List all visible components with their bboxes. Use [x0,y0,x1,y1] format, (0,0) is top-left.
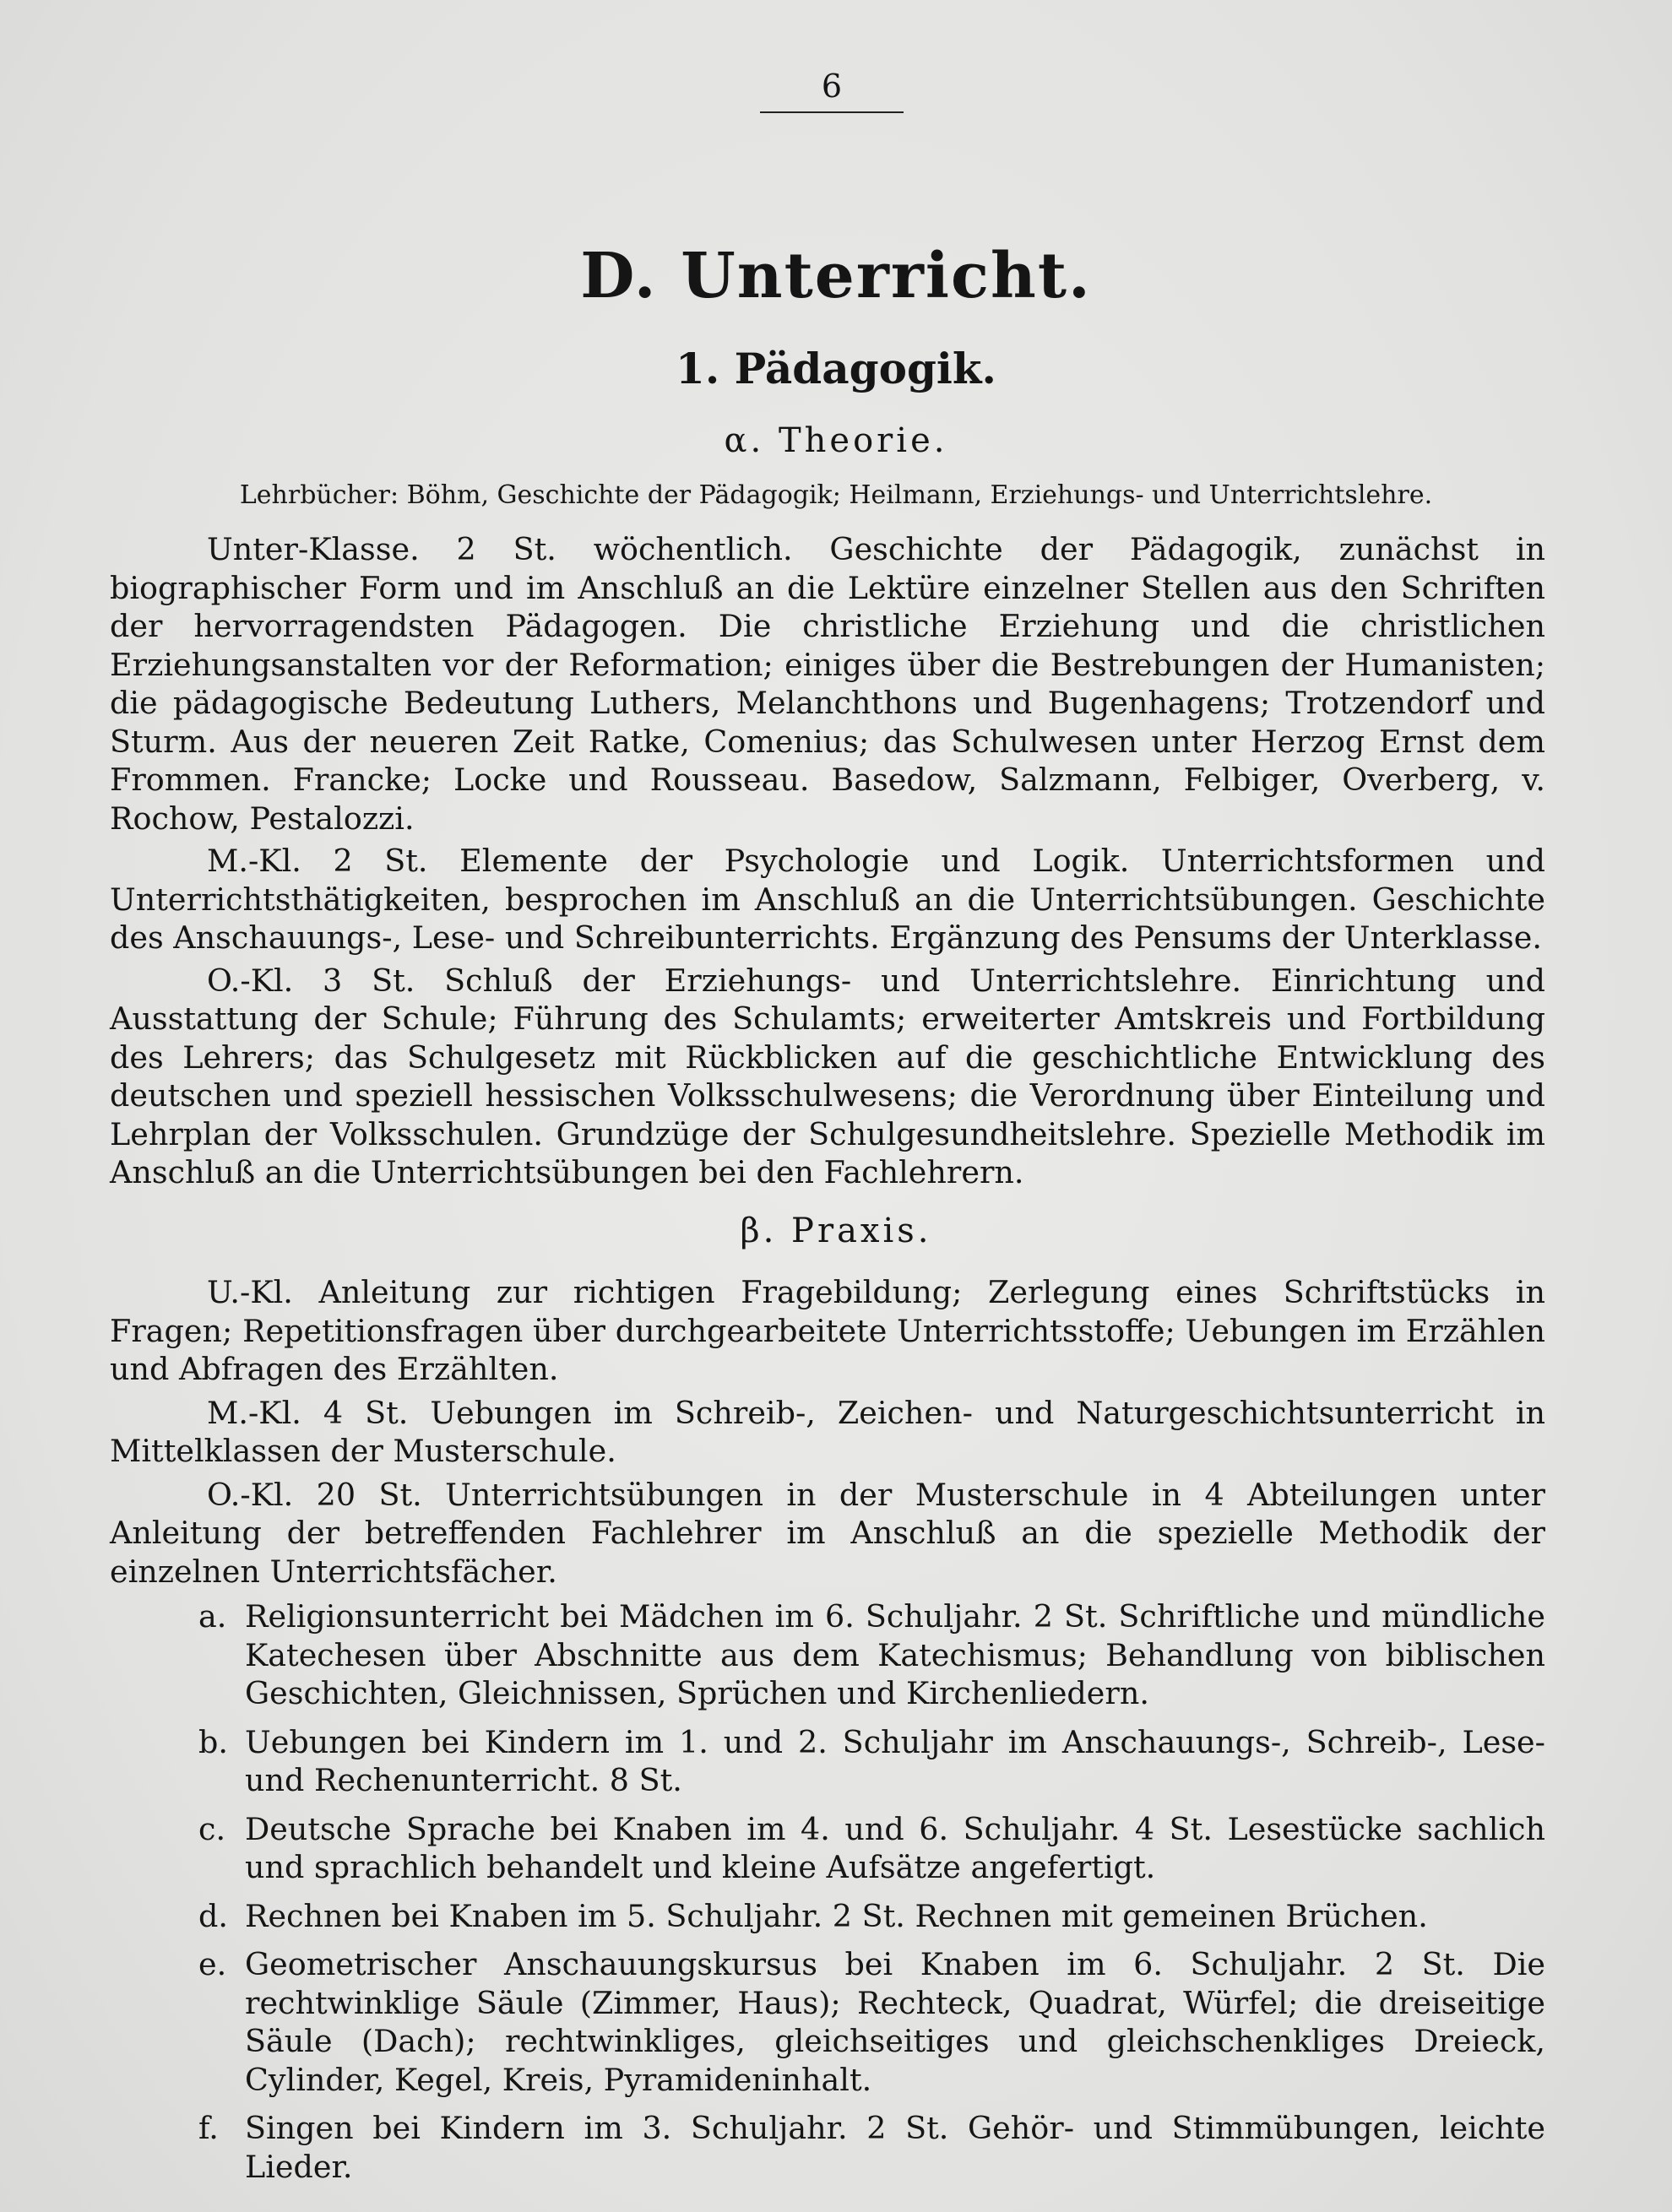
list-marker: f. [198,2110,219,2146]
theory-paragraph-oberklasse: O.-Kl. 3 St. Schluß der Erziehungs- und Unterrichtslehre. Einrichtung und Ausstattung der Schule; Führung des Schulamts; erweiterter Amtskreis und Fortbildung des Lehrers; das Schulgesetz mit Rückblicken auf die geschichtliche Entwicklung des deutschen und speziell hessischen Volksschulwesens; die Verordnung über Einteilung und Lehrplan der Volksschulen. Grundzüge der Schulgesundheitslehre. Spezielle Methodik im Anschluß an die Unterrichtsübungen bei den Fachlehrern. [110,962,1545,1190]
theory-heading: α. Theorie. [724,421,948,460]
list-marker: c. [198,1810,226,1847]
list-item [110,1597,1545,1713]
page-number: 6 [760,66,904,113]
list-item [110,2109,1545,2186]
praxis-paragraph-oberklasse: O.-Kl. 20 St. Unterrichtsübungen in der Musterschule in 4 Abteilungen unter Anleitung der betreffenden Fachlehrer im Anschluß an die spezielle Methodik der einzelnen Unterrichtsfächer. [110,1476,1545,1590]
textbooks-line: Lehrbücher: Böhm, Geschichte der Pädagogik; Heilmann, Erziehungs- und Unterrichtslehre. [239,480,1433,510]
list-marker: e. [198,1946,227,1982]
list-item [110,1897,1545,1936]
theory-paragraph-unterklasse: Unter-Klasse. 2 St. wöchentlich. Geschichte der Pädagogik, zunächst in biographischer Form und im Anschluß an die Lektüre einzelner Stellen aus den Schriften der hervorragendsten Pädagogen. Die christliche Erziehung und die christlichen Erziehungsanstalten vor der Reformation; einiges über die Bestrebungen der Humanisten; die pädagogische Bedeutung Luthers, Melanchthons und Bugenhagens; Trotzendorf und Sturm. Aus der neueren Zeit Ratke, Comenius; das Schulwesen unter Herzog Ernst dem Frommen. Francke; Locke und Rousseau. Basedow, Salzmann, Felbiger, Overberg, v. Rochow, Pestalozzi. [110,531,1545,837]
subsection-heading: 1. Pädagogik. [676,344,996,393]
list-item-text: Rechnen bei Knaben im 5. Schuljahr. 2 St. Rechnen mit gemeinen Brüchen. [245,1897,1428,1934]
list-item [110,1810,1545,1887]
exercise-list [110,1597,1545,2186]
section-heading: D. Unterricht. [580,240,1092,312]
list-marker: a. [198,1598,227,1635]
list-item-text: Singen bei Kindern im 3. Schuljahr. 2 St. Gehör- und Stimmübungen, leichte Lieder. [245,2110,1545,2185]
praxis-paragraph-mittelklasse: M.-Kl. 4 St. Uebungen im Schreib-, Zeichen- und Naturgeschichtsunterricht in Mittelklassen der Musterschule. [110,1394,1545,1469]
theory-paragraph-mittelklasse: M.-Kl. 2 St. Elemente der Psychologie und Logik. Unterrichtsformen und Unterrichtsthätigkeiten, besprochen im Anschluß an die Unterrichtsübungen. Geschichte des Anschauungs-, Lese- und Schreibunterrichts. Ergänzung des Pensums der Unterklasse. [110,843,1545,956]
list-item-text: Deutsche Sprache bei Knaben im 4. und 6. Schuljahr. 4 St. Lesestücke sachlich und sprachlich behandelt und kleine Aufsätze angefertigt. [245,1810,1545,1885]
list-item [110,1945,1545,2099]
list-item-text: Geometrischer Anschauungskursus bei Knaben im 6. Schuljahr. 2 St. Die rechtwinklige Säule (Zimmer, Haus); Rechteck, Quadrat, Würfel; die dreiseitige Säule (Dach); rechtwinkliges, gleichseitiges und gleichschenkliges Dreieck, Cylinder, Kegel, Kreis, Pyramideninhalt. [245,1946,1545,2098]
list-item-text: Religionsunterricht bei Mädchen im 6. Schuljahr. 2 St. Schriftliche und mündliche Katechesen über Abschnitte aus dem Katechismus; Behandlung von biblischen Geschichten, Gleichnissen, Sprüchen und Kirchenliedern. [245,1598,1545,1711]
praxis-paragraph-unterklasse: U.-Kl. Anleitung zur richtigen Fragebildung; Zerlegung eines Schriftstücks in Fragen; Repetitionsfragen über durchgearbeitete Unterrichtsstoffe; Uebungen im Erzählen und Abfragen des Erzählten. [110,1274,1545,1387]
list-marker: b. [198,1723,228,1760]
list-item [110,1723,1545,1800]
list-item-text: Uebungen bei Kindern im 1. und 2. Schuljahr im Anschauungs-, Schreib-, Lese- und Rechenunterricht. 8 St. [245,1723,1545,1798]
praxis-heading: β. Praxis. [740,1212,932,1250]
list-marker: d. [198,1897,228,1934]
theory-body [110,530,1545,1192]
praxis-body [110,1273,1545,2196]
